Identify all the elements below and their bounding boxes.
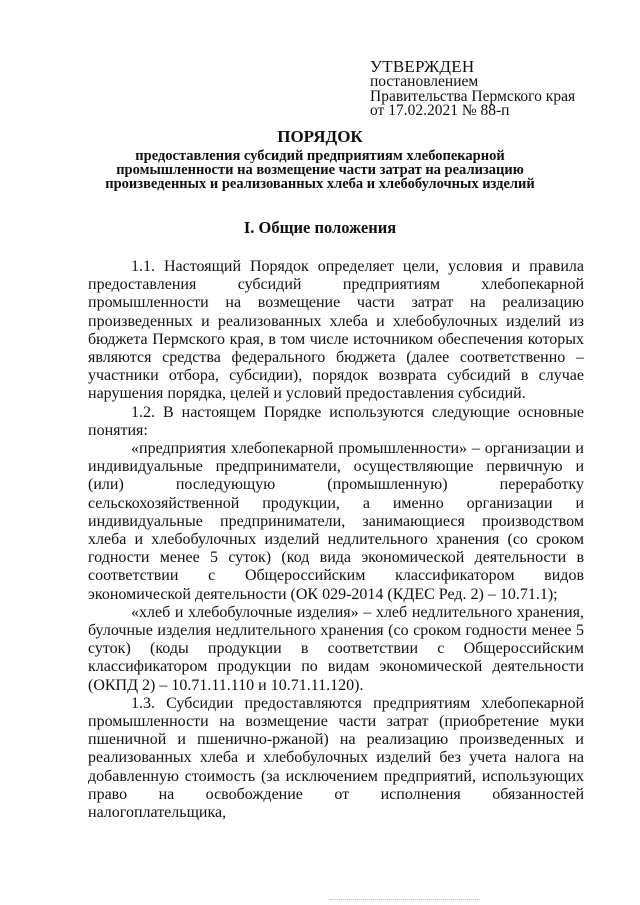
document-body [88, 258, 584, 822]
paragraph-1-3: 1.3. Субсидии предоставляются предприятиям хлебопекарной промышленности на возмещение части затрат (приобретение муки пшеничной и пшенично-ржаной) на реализацию произведенных и реализованных хлеба и хлебобулочных изделий без учета налога на добавленную стоимость (за исключением предприятий, использующих право на освобождение от исполнения обязанностей налогоплательщика, [88, 694, 584, 822]
approval-block [370, 58, 620, 119]
document-subtitle: предоставления субсидий предприятиям хлебопекарной промышленности на возмещение части затрат на реализацию произведенных и реализованных хлеба и хлебобулочных изделий [105, 148, 535, 192]
section-heading: I. Общие положения [243, 218, 397, 237]
document-title: ПОРЯДОК [277, 127, 363, 146]
definition-bread-products: «хлеб и хлебобулочные изделия» – хлеб недлительного хранения, булочные изделия недлительного хранения (со сроком годности менее 5 суток) (коды продукции в соответствии с Общероссийским классификатором продукции по видам экономической деятельности (ОКПД 2) – 10.71.11.110 и 10.71.11.120). [88, 603, 584, 694]
approval-authority: Правительства Пермского края [370, 87, 576, 105]
approval-heading: УТВЕРЖДЕН [370, 57, 475, 76]
approval-date-number: от 17.02.2021 № 88-п [370, 102, 510, 119]
paragraph-1-1: 1.1. Настоящий Порядок определяет цели, условия и правила предоставления субсидий предприятиям хлебопекарной промышленности на возмещение части затрат на реализацию произведенных и реализованных хлеба и хлебобулочных изделий из бюджета Пермского края, в том числе источником обеспечения которых являются средства федерального бюджета (далее соответственно – участники отбора, субсидии), порядок возврата субсидий в случае нарушения порядка, целей и условий предоставления субсидий. [88, 258, 584, 403]
page-bottom-mark [330, 899, 480, 902]
paragraph-1-2: 1.2. В настоящем Порядке используются следующие основные понятия: [88, 403, 584, 439]
definition-bakery-enterprises: «предприятия хлебопекарной промышленности» – организации и индивидуальные предприниматели, осуществляющие первичную и (или) последующую (промышленную) переработку сельскохозяйственной продукции, а именно организации и индивидуальные предприниматели, занимающиеся производством хлеба и хлебобулочных изделий недлительного хранения (со сроком годности менее 5 суток) (код вида экономической деятельности в соответствии с Общероссийским классификатором видов экономической деятельности (ОК 029-2014 (КДЕС Ред. 2) – 10.71.1); [88, 440, 584, 603]
approval-decree: постановлением [370, 73, 479, 90]
